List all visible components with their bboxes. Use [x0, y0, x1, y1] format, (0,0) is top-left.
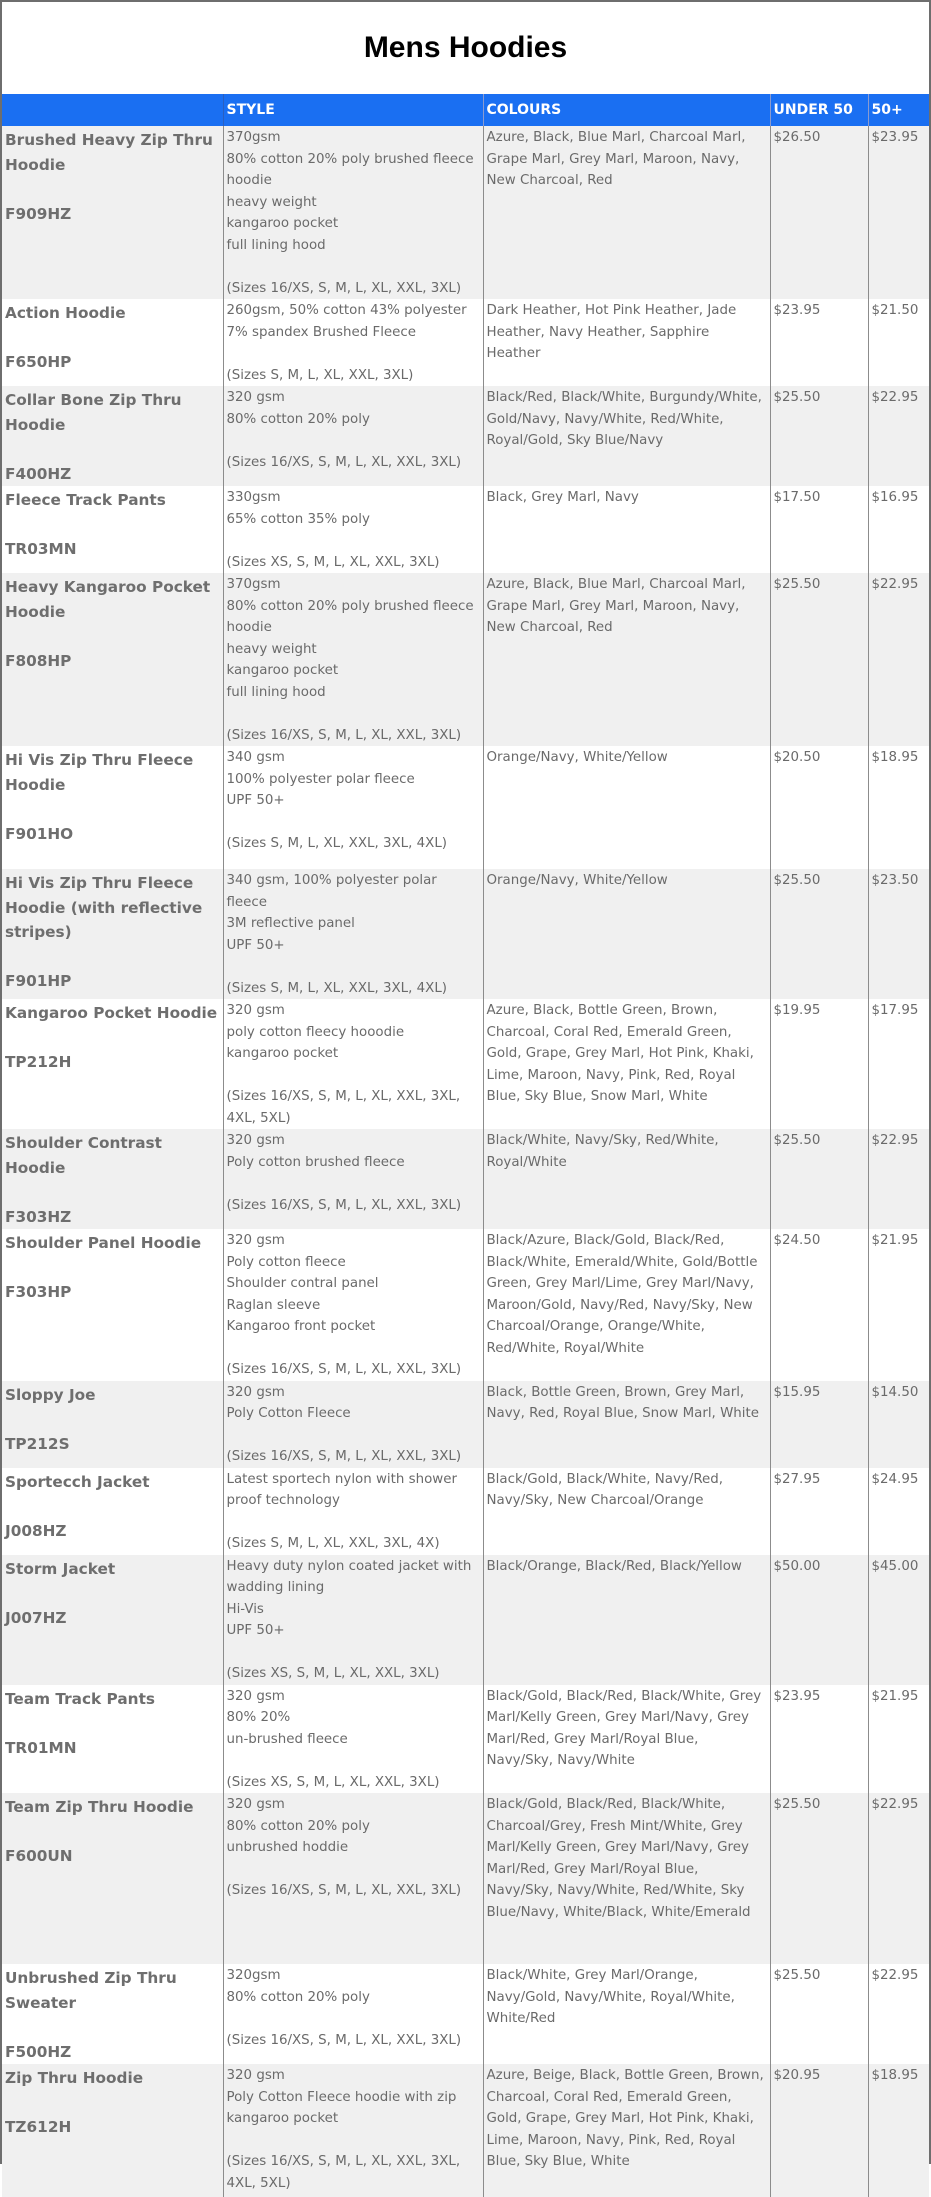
style-cell [223, 126, 483, 299]
colours-cell: Orange/Navy, White/Yellow [483, 746, 770, 869]
price-under-50: $26.50 [770, 126, 868, 299]
price-under-50: $23.95 [770, 299, 868, 386]
style-line: Poly cotton fleece [226, 1254, 346, 1270]
page-title: Mens Hoodies [363, 31, 568, 64]
header-50-plus: 50+ [868, 94, 929, 126]
style-cell [223, 486, 483, 573]
sizes-text: (Sizes XS, S, M, L, XL, XXL, 3XL) [226, 554, 440, 570]
product-code: F909HZ [5, 204, 72, 223]
style-line: 320 gsm [226, 2068, 285, 2083]
style-line: UPF 50+ [226, 793, 285, 808]
style-line: kangaroo pocket [226, 663, 339, 678]
colours-cell: Azure, Black, Bottle Green, Brown, Charcoal, Coral Red, Emerald Green, Gold, Grape, Grey Marl, Hot Pink, Khaki, Lime, Maroon, Navy, Pink, Red, Royal Blue, Sky Blue, Snow Marl, White [483, 999, 770, 1129]
style-line: 80% cotton 20% poly [226, 1818, 370, 1834]
style-line: UPF 50+ [226, 937, 285, 953]
product-name: Sloppy Joe [5, 1385, 96, 1404]
price-50-plus: $21.50 [868, 299, 929, 386]
product-cell [2, 1381, 223, 1468]
price-50-plus: $17.95 [868, 999, 929, 1129]
price-under-50: $25.50 [770, 386, 868, 486]
product-code: F901HP [5, 972, 72, 990]
style-line: 320 gsm [226, 390, 285, 405]
price-50-plus: $18.95 [868, 2064, 929, 2197]
style-line: UPF 50+ [226, 1623, 285, 1638]
style-line: kangaroo pocket [226, 2111, 339, 2126]
style-line: 320 gsm [226, 1688, 285, 1704]
style-line: kangaroo pocket [226, 216, 339, 231]
product-cell [2, 573, 223, 746]
price-50-plus: $22.95 [868, 1129, 929, 1229]
price-under-50: $25.50 [770, 1793, 868, 1964]
style-line: Poly Cotton Fleece [226, 1406, 351, 1421]
style-line: 80% cotton 20% poly [226, 411, 370, 427]
style-cell [223, 1555, 483, 1685]
style-line: 330gsm [226, 490, 281, 505]
product-cell [2, 486, 223, 573]
sizes-text: (Sizes XS, S, M, L, XL, XXL, 3XL) [226, 1666, 440, 1681]
sizes-text: (Sizes S, M, L, XL, XXL, 3XL, 4X) [226, 1536, 440, 1551]
style-cell [223, 1229, 483, 1381]
sizes-text: (Sizes 16/XS, S, M, L, XL, XXL, 3XL, 4XL, 5XL) [226, 1089, 461, 1126]
product-name: Unbrushed Zip Thru Sweater [5, 1969, 177, 2012]
style-line: unbrushed hoddie [226, 1840, 349, 1855]
price-50-plus: $22.95 [868, 1793, 929, 1964]
style-line: 370gsm [226, 577, 281, 592]
table-row [2, 869, 929, 999]
price-under-50: $20.50 [770, 746, 868, 869]
header-style: STYLE [223, 94, 483, 126]
product-code: F808HP [5, 651, 72, 670]
product-table [2, 94, 929, 2197]
sizes-text: (Sizes 16/XS, S, M, L, XL, XXL, 3XL) [226, 1197, 462, 1213]
price-under-50: $50.00 [770, 1555, 868, 1685]
style-line: Heavy duty nylon coated jacket with wadding lining [226, 1558, 472, 1595]
colours-cell: Black/White, Grey Marl/Orange, Navy/Gold, Navy/White, Royal/White, White/Red [483, 1964, 770, 2064]
style-line: 340 gsm [226, 750, 285, 765]
style-line: heavy weight [226, 194, 317, 210]
style-line: 100% polyester polar fleece [226, 771, 415, 787]
product-cell [2, 1468, 223, 1555]
style-cell [223, 1468, 483, 1555]
colours-cell: Azure, Beige, Black, Bottle Green, Brown, Charcoal, Coral Red, Emerald Green, Gold, Grape, Grey Marl, Hot Pink, Khaki, Lime, Maroon, Navy, Pink, Red, Royal Blue, Sky Blue, White [483, 2064, 770, 2197]
price-under-50: $23.95 [770, 1685, 868, 1794]
price-50-plus: $21.95 [868, 1685, 929, 1794]
product-cell [2, 299, 223, 386]
style-line: Hi-Vis [226, 1601, 264, 1617]
product-name: Kangaroo Pocket Hoodie [5, 1004, 218, 1022]
table-row [2, 126, 929, 299]
colours-cell: Black/Gold, Black/White, Navy/Red, Navy/Sky, New Charcoal/Orange [483, 1468, 770, 1555]
style-line: 320gsm [226, 1968, 281, 1983]
product-name: Hi Vis Zip Thru Fleece Hoodie (with reflective stripes) [5, 874, 203, 941]
price-50-plus: $14.50 [868, 1381, 929, 1468]
table-row [2, 573, 929, 746]
product-name: Team Zip Thru Hoodie [5, 1798, 194, 1816]
colours-cell: Azure, Black, Blue Marl, Charcoal Marl, Grape Marl, Grey Marl, Maroon, Navy, New Charcoal, Red [483, 126, 770, 299]
table-row [2, 1685, 929, 1794]
table-row [2, 486, 929, 573]
style-line: 80% cotton 20% poly brushed fleece hoodie [226, 598, 474, 635]
sizes-text: (Sizes 16/XS, S, M, L, XL, XXL, 3XL) [226, 1449, 462, 1464]
style-cell [223, 1793, 483, 1964]
product-code: TR01MN [5, 1738, 77, 1757]
product-name: Team Track Pants [5, 1689, 155, 1708]
header-row [2, 94, 929, 126]
colours-cell: Black/Red, Black/White, Burgundy/White, Gold/Navy, Navy/White, Red/White, Royal/Gold, Sky Blue/Navy [483, 386, 770, 486]
style-line: kangaroo pocket [226, 1046, 339, 1061]
product-name: Sportecch Jacket [5, 1472, 150, 1491]
product-code: TP212S [5, 1434, 70, 1453]
style-line: 80% 20% [226, 1710, 291, 1725]
style-cell [223, 1964, 483, 2064]
style-line: 320 gsm [226, 1133, 285, 1148]
sizes-text: (Sizes 16/XS, S, M, L, XL, XXL, 3XL) [226, 1362, 462, 1377]
style-line: Raglan sleeve [226, 1297, 321, 1313]
style-line: Poly cotton brushed fleece [226, 1154, 405, 1170]
sizes-text: (Sizes 16/XS, S, M, L, XL, XXL, 3XL) [226, 727, 462, 743]
style-line: 80% cotton 20% poly brushed fleece hoodie [226, 151, 474, 188]
price-50-plus: $22.95 [868, 386, 929, 486]
product-code: F600UN [5, 1847, 73, 1865]
style-line: Shoulder contral panel [226, 1276, 379, 1291]
style-line: poly cotton fleecy hooodie [226, 1024, 405, 1040]
product-code: F650HP [5, 353, 72, 371]
product-code: F901HO [5, 824, 74, 843]
price-under-50: $17.50 [770, 486, 868, 573]
style-cell [223, 746, 483, 869]
style-line: full lining hood [226, 684, 326, 700]
sizes-text: (Sizes XS, S, M, L, XL, XXL, 3XL) [226, 1774, 440, 1790]
product-name: Collar Bone Zip Thru Hoodie [5, 391, 182, 434]
table-row [2, 1964, 929, 2064]
style-line: full lining hood [226, 237, 326, 253]
price-under-50: $19.95 [770, 999, 868, 1129]
price-under-50: $25.50 [770, 869, 868, 999]
style-line: 340 gsm, 100% polyester polar fleece [226, 873, 437, 910]
product-code: J008HZ [5, 1521, 67, 1540]
price-under-50: $27.95 [770, 1468, 868, 1555]
sizes-text: (Sizes 16/XS, S, M, L, XL, XXL, 3XL) [226, 454, 462, 470]
product-cell [2, 1964, 223, 2064]
product-cell [2, 1685, 223, 1794]
sizes-text: (Sizes 16/XS, S, M, L, XL, XXL, 3XL) [226, 1883, 462, 1898]
price-50-plus: $23.95 [868, 126, 929, 299]
sizes-text: (Sizes S, M, L, XL, XXL, 3XL) [226, 367, 414, 383]
product-name: Zip Thru Hoodie [5, 2069, 144, 2087]
product-cell [2, 1129, 223, 1229]
style-line: Latest sportech nylon with shower proof technology [226, 1471, 457, 1508]
style-cell [223, 1381, 483, 1468]
style-line: 320 gsm [226, 1797, 285, 1812]
table-row [2, 1555, 929, 1685]
product-name: Brushed Heavy Zip Thru Hoodie [5, 131, 213, 174]
product-cell [2, 2064, 223, 2197]
product-cell [2, 126, 223, 299]
price-50-plus: $21.95 [868, 1229, 929, 1381]
product-name: Shoulder Contrast Hoodie [5, 1134, 162, 1177]
style-cell [223, 2064, 483, 2197]
colours-cell: Orange/Navy, White/Yellow [483, 869, 770, 999]
product-code: F303HZ [5, 1207, 72, 1226]
price-under-50: $24.50 [770, 1229, 868, 1381]
product-code: F400HZ [5, 464, 72, 483]
price-50-plus: $22.95 [868, 1964, 929, 2064]
price-50-plus: $23.50 [868, 869, 929, 999]
product-cell [2, 386, 223, 486]
style-cell [223, 869, 483, 999]
table-row [2, 1381, 929, 1468]
product-name: Shoulder Panel Hoodie [5, 1234, 202, 1252]
style-line: heavy weight [226, 641, 317, 657]
style-line: un-brushed fleece [226, 1731, 348, 1747]
table-row [2, 299, 929, 386]
product-cell [2, 999, 223, 1129]
sizes-text: (Sizes 16/XS, S, M, L, XL, XXL, 3XL) [226, 2032, 462, 2048]
sizes-text: (Sizes S, M, L, XL, XXL, 3XL, 4XL) [226, 836, 448, 851]
colours-cell: Black/Gold, Black/Red, Black/White, Charcoal/Grey, Fresh Mint/White, Grey Marl/Kelly Green, Grey Marl/Navy, Grey Marl/Red, Grey Marl/Royal Blue, Navy/Sky, Navy/White, Red/White, Sky Blue/Navy, White/Black, White/Emerald [483, 1793, 770, 1964]
colours-cell: Black/White, Navy/Sky, Red/White, Royal/White [483, 1129, 770, 1229]
product-cell [2, 1793, 223, 1964]
price-50-plus: $18.95 [868, 746, 929, 869]
table-row [2, 999, 929, 1129]
table-row [2, 386, 929, 486]
table-row [2, 1793, 929, 1964]
price-50-plus: $24.95 [868, 1468, 929, 1555]
style-line: 65% cotton 35% poly [226, 511, 370, 527]
product-code: TZ612H [5, 2118, 72, 2136]
product-code: J007HZ [5, 1608, 67, 1627]
style-cell [223, 999, 483, 1129]
product-name: Hi Vis Zip Thru Fleece Hoodie [5, 751, 194, 794]
colours-cell: Black/Azure, Black/Gold, Black/Red, Black/White, Emerald/White, Gold/Bottle Green, Grey Marl/Lime, Grey Marl/Navy, Maroon/Gold, Navy/Red, Navy/Sky, New Charcoal/Orange, Orange/White, Red/White, Royal/White [483, 1229, 770, 1381]
sizes-text: (Sizes S, M, L, XL, XXL, 3XL, 4XL) [226, 980, 448, 996]
colours-cell: Black, Grey Marl, Navy [483, 486, 770, 573]
price-50-plus: $16.95 [868, 486, 929, 573]
style-line: 3M reflective panel [226, 916, 355, 931]
product-name: Storm Jacket [5, 1559, 116, 1578]
table-row [2, 2064, 929, 2197]
style-line: 320 gsm [226, 1233, 285, 1248]
table-row [2, 1129, 929, 1229]
style-cell [223, 573, 483, 746]
price-under-50: $25.50 [770, 1129, 868, 1229]
style-line: Kangaroo front pocket [226, 1319, 376, 1334]
product-cell [2, 1555, 223, 1685]
price-under-50: $25.50 [770, 1964, 868, 2064]
colours-cell: Black/Orange, Black/Red, Black/Yellow [483, 1555, 770, 1685]
table-row [2, 1229, 929, 1381]
style-line: 320 gsm [226, 1384, 285, 1400]
colours-cell: Azure, Black, Blue Marl, Charcoal Marl, Grape Marl, Grey Marl, Maroon, Navy, New Charcoal, Red [483, 573, 770, 746]
product-cell [2, 869, 223, 999]
colours-cell: Black, Bottle Green, Brown, Grey Marl, Navy, Red, Royal Blue, Snow Marl, White [483, 1381, 770, 1468]
table-row [2, 746, 929, 869]
product-name: Action Hoodie [5, 304, 126, 322]
product-code: TP212H [5, 1053, 72, 1071]
sizes-text: (Sizes 16/XS, S, M, L, XL, XXL, 3XL) [226, 280, 462, 296]
price-under-50: $20.95 [770, 2064, 868, 2197]
price-50-plus: $45.00 [868, 1555, 929, 1685]
colours-cell: Black/Gold, Black/Red, Black/White, Grey Marl/Kelly Green, Grey Marl/Navy, Grey Marl/Red, Grey Marl/Royal Blue, Navy/Sky, Navy/White [483, 1685, 770, 1794]
style-line: 260gsm, 50% cotton 43% polyester 7% spandex Brushed Fleece [226, 303, 467, 340]
style-cell [223, 386, 483, 486]
header-colours: COLOURS [483, 94, 770, 126]
style-line: 370gsm [226, 130, 281, 145]
colours-cell: Dark Heather, Hot Pink Heather, Jade Heather, Navy Heather, Sapphire Heather [483, 299, 770, 386]
product-code: TR03MN [5, 540, 77, 558]
price-50-plus: $22.95 [868, 573, 929, 746]
product-name: Heavy Kangaroo Pocket Hoodie [5, 578, 211, 621]
price-under-50: $15.95 [770, 1381, 868, 1468]
style-cell [223, 299, 483, 386]
product-name: Fleece Track Pants [5, 491, 166, 509]
style-cell [223, 1685, 483, 1794]
product-cell [2, 1229, 223, 1381]
header-under-50: UNDER 50 [770, 94, 868, 126]
style-line: Poly Cotton Fleece hoodie with zip [226, 2089, 457, 2105]
style-cell [223, 1129, 483, 1229]
product-code: F303HP [5, 1283, 72, 1301]
price-under-50: $25.50 [770, 573, 868, 746]
header-product [2, 94, 223, 126]
product-code: F500HZ [5, 2042, 72, 2061]
product-cell [2, 746, 223, 869]
style-line: 80% cotton 20% poly [226, 1989, 370, 2005]
sizes-text: (Sizes 16/XS, S, M, L, XL, XXL, 3XL, 4XL, 5XL) [226, 2154, 461, 2191]
table-row [2, 1468, 929, 1555]
style-line: 320 gsm [226, 1003, 285, 1018]
